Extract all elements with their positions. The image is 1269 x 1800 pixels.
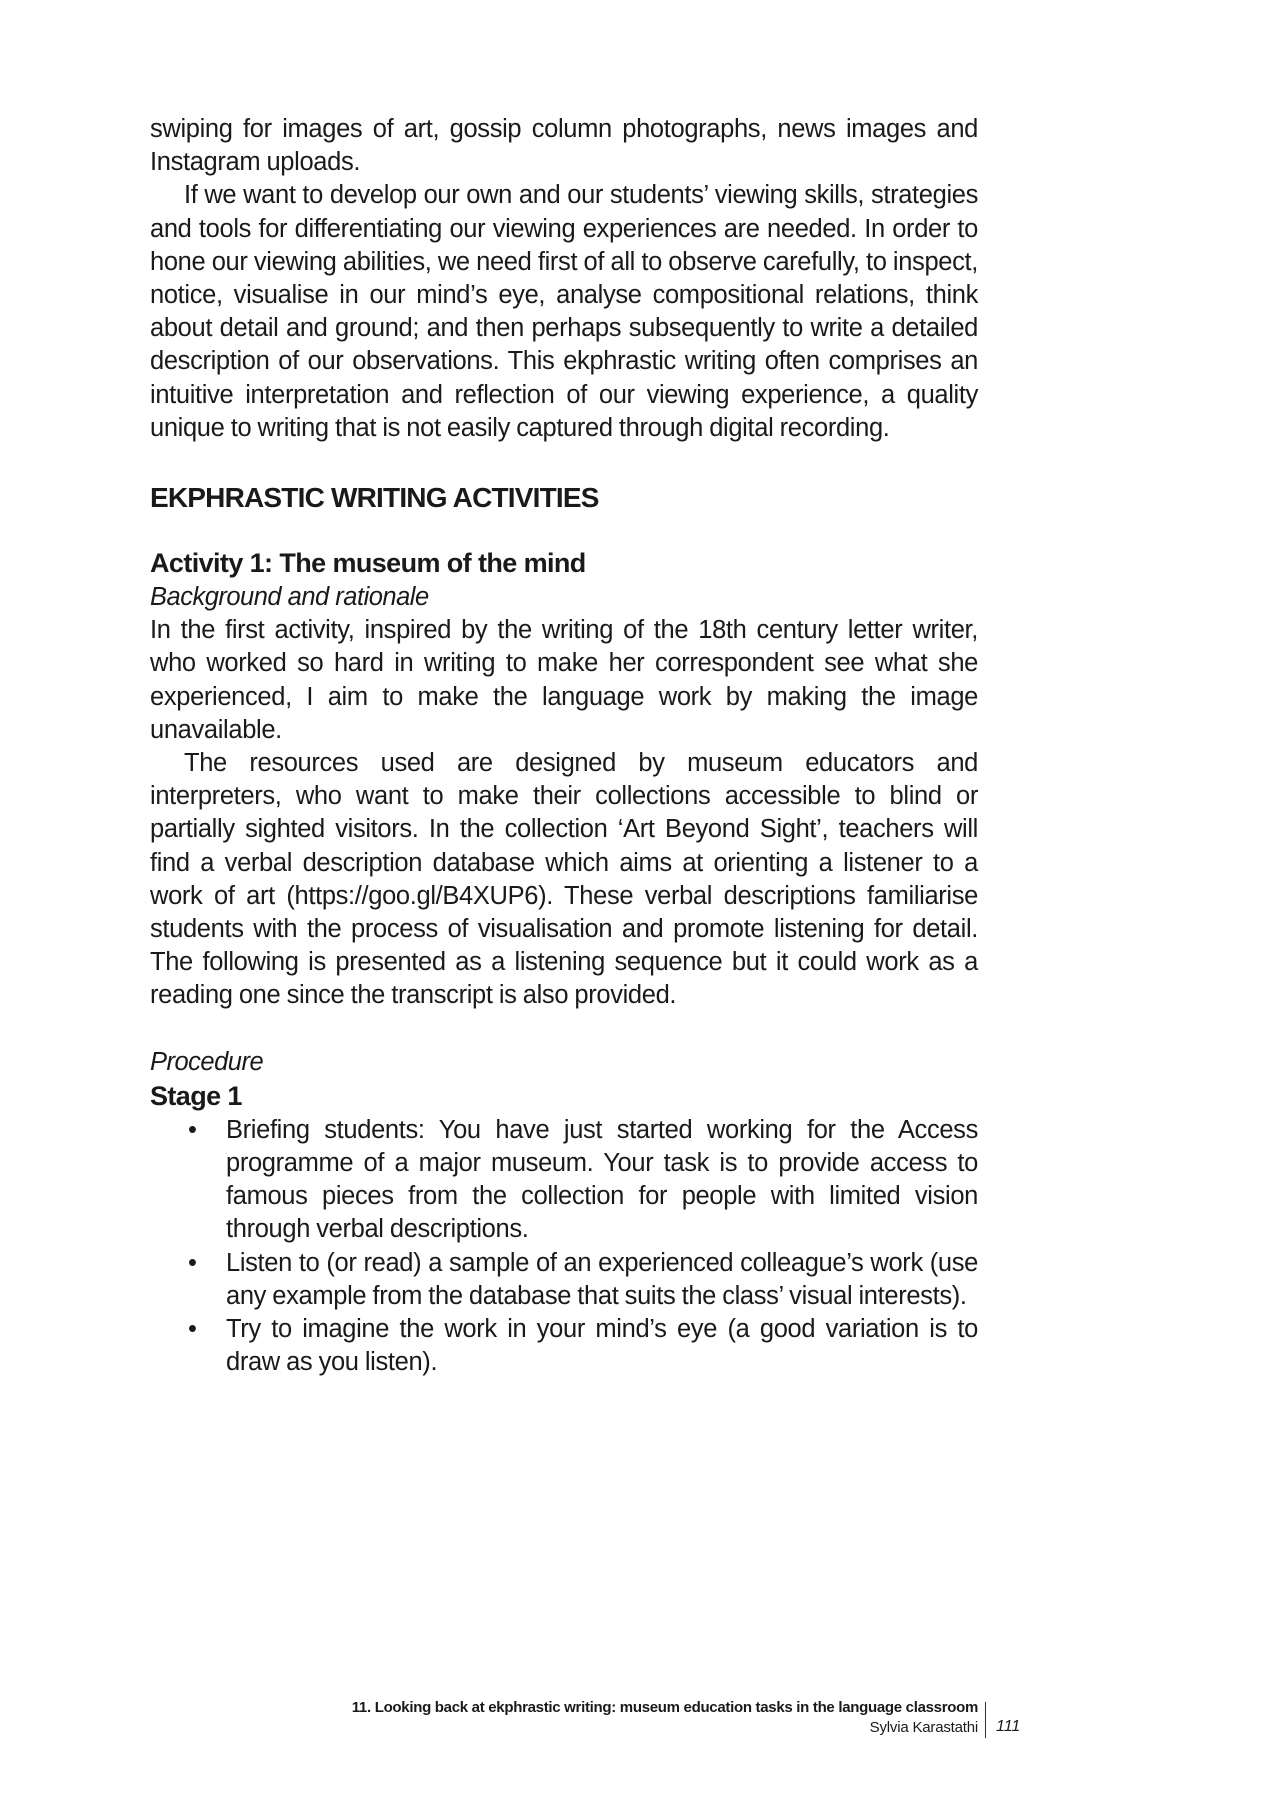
paragraph-resources: The resources used are designed by museum educators and interpreters, who want to make their collections accessible to blind or partially sighted visitors. In the collection ‘Art Beyond Sight’, teachers will find a verbal description database which aims at orienting a listener to a work of art (https://goo.gl/B4XUP6). These verbal descriptions familiarise students with the process of visualisation and promote listening for detail. The following is presented as a listening sequence but it could work as a reading one since the transcript is also provided. — [150, 749, 978, 1010]
list-item: • Listen to (or read) a sample of an experienced colleague’s work (use any example from the database that suits the class’ visual interests). — [188, 1248, 978, 1310]
section-heading: EKPHRASTIC WRITING ACTIVITIES — [150, 482, 599, 514]
author-name: Sylvia Karastathi — [869, 1719, 978, 1736]
subheading-procedure: Procedure — [150, 1047, 264, 1076]
page-number: 111 — [996, 1718, 1021, 1735]
chapter-title: 11. Looking back at ekphrastic writing: museum education tasks in the language classroom — [351, 1699, 978, 1716]
running-footer — [352, 1698, 978, 1738]
stage-1-list — [150, 1114, 978, 1380]
list-item: • Try to imagine the work in your mind’s eye (a good variation is to draw as you listen). — [188, 1315, 978, 1377]
page-body — [150, 113, 978, 1380]
list-item: • Briefing students: You have just started working for the Access programme of a major museum. Your task is to provide access to famous pieces from the collection for people with limited vision through verbal descriptions. — [188, 1115, 978, 1244]
bullet-icon: • — [188, 1248, 197, 1277]
bullet-icon: • — [188, 1115, 197, 1144]
paragraph-viewing-skills: If we want to develop our own and our students’ viewing skills, strategies and tools for differentiating our viewing experiences are needed. In order to hone our viewing abilities, we need first of all to observe carefully, to inspect, notice, visualise in our mind’s eye, analyse compositional relations, think about detail and ground; and then perhaps subsequently to write a detailed description of our observations. This ekphrastic writing often comprises an intuitive interpretation and reflection of our viewing experience, a quality unique to writing that is not easily captured through digital recording. — [150, 181, 978, 442]
paragraph-continuation: swiping for images of art, gossip column photographs, news images and Instagram uploads. — [150, 115, 978, 177]
paragraph-first-activity: In the first activity, inspired by the writing of the 18th century letter writer, who worked so hard in writing to make her correspondent see what she experienced, I aim to make the language work by making the image unavailable. — [150, 616, 978, 744]
bullet-icon: • — [188, 1315, 197, 1344]
activity-heading: Activity 1: The museum of the mind — [150, 548, 586, 579]
subheading-background: Background and rationale — [150, 583, 429, 612]
stage-heading: Stage 1 — [150, 1080, 242, 1111]
footer-divider — [985, 1702, 986, 1738]
